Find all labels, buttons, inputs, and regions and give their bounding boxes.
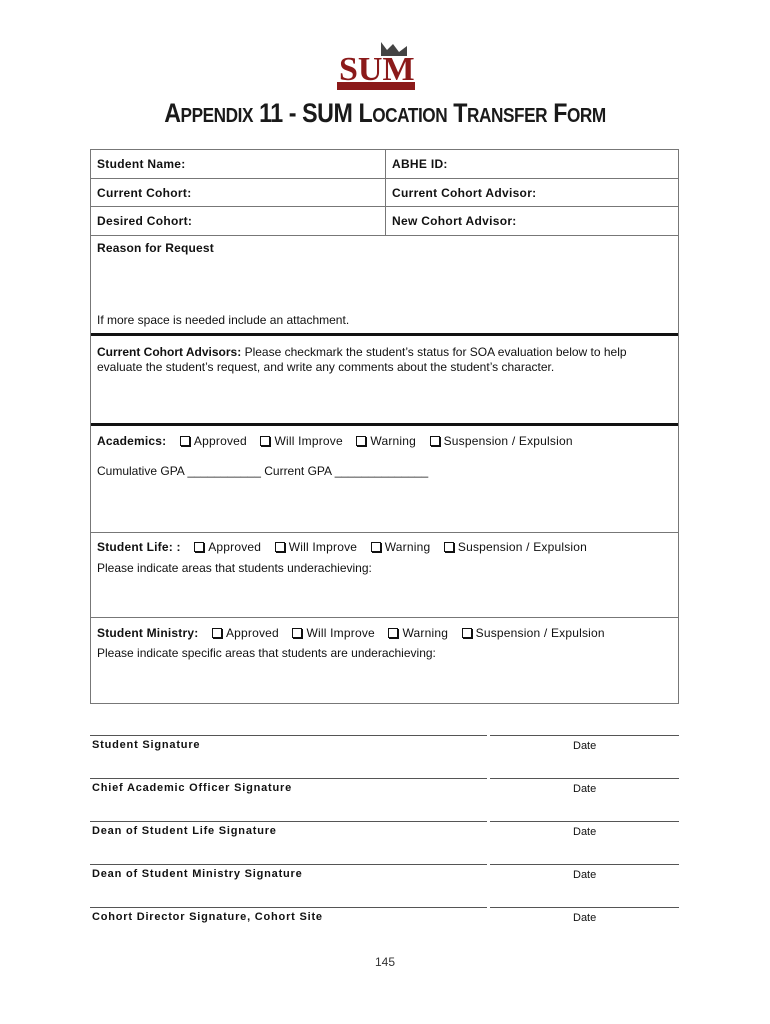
life-approved[interactable]: Approved [194,540,261,554]
abhe-id-field[interactable]: ABHE ID: [392,157,448,171]
student-life-comments-area[interactable] [91,578,678,616]
sum-logo [337,42,415,90]
academics-label: Academics: [97,434,167,448]
gpa-line[interactable]: Cumulative GPA ___________ Current GPA ______________ [97,464,429,478]
checkbox-icon [292,628,302,638]
student-life-instructions: Please indicate areas that students underachieving: [97,561,372,575]
current-cohort-field[interactable]: Current Cohort: [97,186,192,200]
desired-cohort-field[interactable]: Desired Cohort: [97,214,193,228]
life-warning[interactable]: Warning [371,540,431,554]
ministry-will-improve[interactable]: Will Improve [292,626,374,640]
new-cohort-advisor-field[interactable]: New Cohort Advisor: [392,214,517,228]
reason-note: If more space is needed include an attachment. [97,313,350,327]
student-ministry-label: Student Ministry: [97,626,199,640]
checkbox-icon [371,542,381,552]
signature-chief-academic-officer[interactable]: Chief Academic Officer Signature Date [90,778,679,808]
checkbox-icon [212,628,222,638]
academics-will-improve[interactable]: Will Improve [260,434,342,448]
student-ministry-instructions: Please indicate specific areas that students are underachieving: [97,646,436,660]
checkbox-icon [275,542,285,552]
checkbox-icon [444,542,454,552]
academics-suspension[interactable]: Suspension / Expulsion [430,434,573,448]
ministry-approved[interactable]: Approved [212,626,279,640]
ministry-warning[interactable]: Warning [388,626,448,640]
advisors-instructions: Current Cohort Advisors: Please checkmark the student’s status for SOA evaluation below to help evaluate the student’s request, and write any comments about the student’s character. [97,345,627,374]
reason-input-area[interactable] [91,258,678,310]
checkbox-icon [180,436,190,446]
signature-dean-student-ministry[interactable]: Dean of Student Ministry Signature Date [90,864,679,894]
student-life-label: Student Life: : [97,540,181,554]
form-row-2 [91,179,678,207]
checkbox-icon [194,542,204,552]
academics-approved[interactable]: Approved [180,434,247,448]
life-will-improve[interactable]: Will Improve [275,540,357,554]
current-cohort-advisor-field[interactable]: Current Cohort Advisor: [392,186,537,200]
checkbox-icon [356,436,366,446]
student-name-field[interactable]: Student Name: [97,157,186,171]
logo-text: SUM [339,51,415,88]
signature-student[interactable]: Student Signature Date [90,735,679,765]
checkbox-icon [462,628,472,638]
life-suspension[interactable]: Suspension / Expulsion [444,540,587,554]
academics-warning[interactable]: Warning [356,434,416,448]
signature-dean-student-life[interactable]: Dean of Student Life Signature Date [90,821,679,851]
checkbox-icon [260,436,270,446]
academics-row [97,434,573,448]
checkbox-icon [388,628,398,638]
form-row-3 [91,207,678,235]
checkbox-icon [430,436,440,446]
student-life-row [97,540,587,554]
signature-cohort-director[interactable]: Cohort Director Signature, Cohort Site Date [90,907,679,937]
transfer-form [90,149,679,704]
advisor-comments-area[interactable] [91,380,678,422]
page-title: APPENDIX 11 - SUM LOCATION TRANSFER FORM [164,98,606,128]
ministry-suspension[interactable]: Suspension / Expulsion [462,626,605,640]
form-row-1 [91,150,678,178]
reason-label: Reason for Request [97,241,214,255]
student-ministry-comments-area[interactable] [91,662,678,702]
page-number: 145 [374,955,396,969]
student-ministry-row [97,626,605,640]
